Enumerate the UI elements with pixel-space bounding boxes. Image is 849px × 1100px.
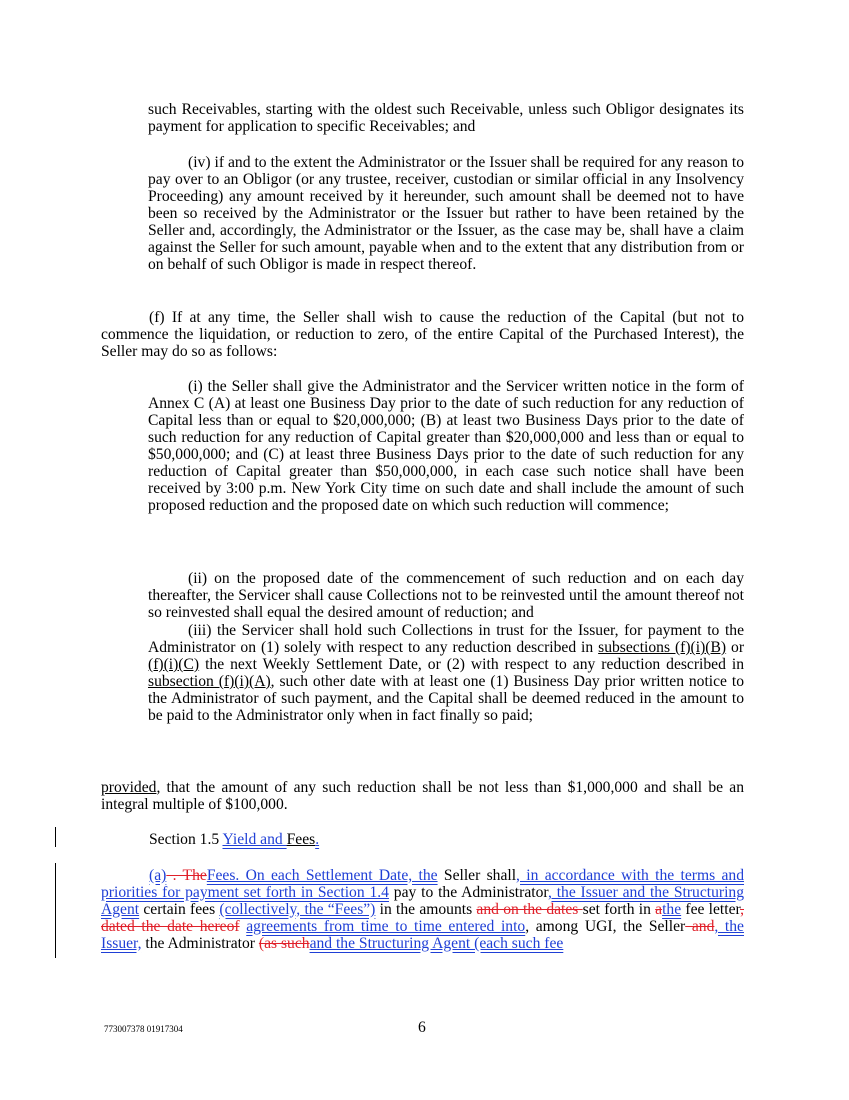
paragraph-receivables-continuation: such Receivables, starting with the oldest such Receivable, unless such Obligor designates its payment for application to specific Receivables; and xyxy=(148,101,744,135)
deleted-text: a xyxy=(655,901,663,918)
cross-reference: subsections (f)(i)(B) xyxy=(598,639,727,656)
section-heading-1-5 xyxy=(101,831,744,848)
deleted-text: and xyxy=(685,918,715,935)
cross-reference: subsection (f)(i)(A) xyxy=(148,673,271,690)
text-run: fee letter xyxy=(681,901,741,918)
inserted-text: , in accordance with the terms and priorities for payment set forth in Section 1.4 xyxy=(101,867,745,901)
inserted-text: (a) xyxy=(149,867,167,884)
paragraph-provided xyxy=(101,779,744,813)
cross-reference: (f)(i)(C) xyxy=(148,656,200,673)
text-run: set forth in xyxy=(582,901,656,918)
inserted-text: Fees. On each Settlement Date, the xyxy=(206,867,438,884)
paragraph-f-iii xyxy=(148,622,744,724)
paragraph-f-i: (i) the Seller shall give the Administrator and the Servicer written notice in the form of Annex C (A) at least one Business Day prior to the date of such reduction for any reduction of Capital less than or equal to $20,000,000; (B) at least two Business Days prior to the date of such reduction for any reduction of Capital greater than $20,000,000 and less than or equal to $50,000,000; and (C) at least three Business Days prior to the date of such reduction for any reduction of Capital greater than $50,000,000, in each case such notice shall have been received by 3:00 p.m. New York City time on such date and shall include the amount of such proposed reduction and the proposed date on which such reduction will commence; xyxy=(148,378,744,514)
text-run: in the amounts xyxy=(375,901,477,918)
paragraph-f: (f) If at any time, the Seller shall wish to cause the reduction of the Capital (but not to commence the liquidation, or reduction to zero, of the entire Capital of the Purchased Interest), the Seller may do so as follows: xyxy=(101,309,744,360)
paragraph-iv: (iv) if and to the extent the Administrator or the Issuer shall be required for any reason to pay over to an Obligor (or any trustee, receiver, custodian or similar official in any Insolvency Proceeding) any amount received by it hereunder, such amount shall be deemed not to have been so received by the Administrator or the Issuer but rather to have been retained by the Seller and, accordingly, the Administrator or the Issuer, as the case may be, shall have a claim against the Seller for such amount, payable when and to the extent that any distribution from or on behalf of such Obligor is made in respect thereof. xyxy=(148,154,744,273)
page-number: 6 xyxy=(418,1019,426,1036)
text-run: pay to the Administrator xyxy=(388,884,548,901)
inserted-text: (collectively, the “Fees”) xyxy=(219,901,376,918)
section-number: Section 1.5 xyxy=(149,831,223,848)
inserted-text: , the Issuer and the Structuring Agent xyxy=(101,884,744,918)
text-run: , such other date with at least one (1) Business Day prior written notice to the Administrator of such payment, and the Capital shall be deemed reduced in the amount to be paid to the Administrator only when in fact finally so paid; xyxy=(148,673,744,724)
change-bar xyxy=(55,827,56,847)
deleted-text: and on the dates xyxy=(476,901,583,918)
provided-term: provided xyxy=(101,779,157,796)
paragraph-f-ii: (ii) on the proposed date of the commencement of such reduction and on each day thereafter, the Servicer shall cause Collections not to be reinvested until the amount thereof not so reinvested shall equal the desired amount of reduction; and xyxy=(148,570,744,621)
text-run: the Administrator xyxy=(141,935,259,952)
inserted-text: Yield and xyxy=(222,831,287,848)
deleted-text: (as such xyxy=(258,935,310,952)
inserted-text: the xyxy=(662,901,682,918)
text-run: or xyxy=(726,639,745,656)
text-run: , that the amount of any such reduction shall be not less than $1,000,000 and shall be an integral multiple of $100,000. xyxy=(101,779,744,813)
deleted-text: . The xyxy=(166,867,207,884)
text-run: certain fees xyxy=(139,901,220,918)
text-run: Seller shall xyxy=(437,867,517,884)
text-run: , among UGI, the Seller xyxy=(525,918,686,935)
text-run: (iii) the Servicer shall hold such Collections in trust for the Issuer, for payment to the Administrator on (1) solely with respect to any reduction described in xyxy=(148,622,744,656)
text-run: the next Weekly Settlement Date, or (2) with respect to any reduction described in xyxy=(199,656,744,673)
deleted-text: , dated the date hereof xyxy=(101,901,744,935)
section-title: Fees xyxy=(286,831,316,848)
change-bar xyxy=(55,863,56,958)
footer-document-id: 773007378 01917304 xyxy=(104,1024,183,1034)
inserted-text: , the Issuer, xyxy=(101,918,744,952)
inserted-text: agreements from time to time entered into xyxy=(246,918,526,935)
paragraph-1-5-a xyxy=(101,867,744,952)
inserted-text: . xyxy=(315,831,320,848)
inserted-text: and the Structuring Agent (each such fee xyxy=(309,935,564,952)
